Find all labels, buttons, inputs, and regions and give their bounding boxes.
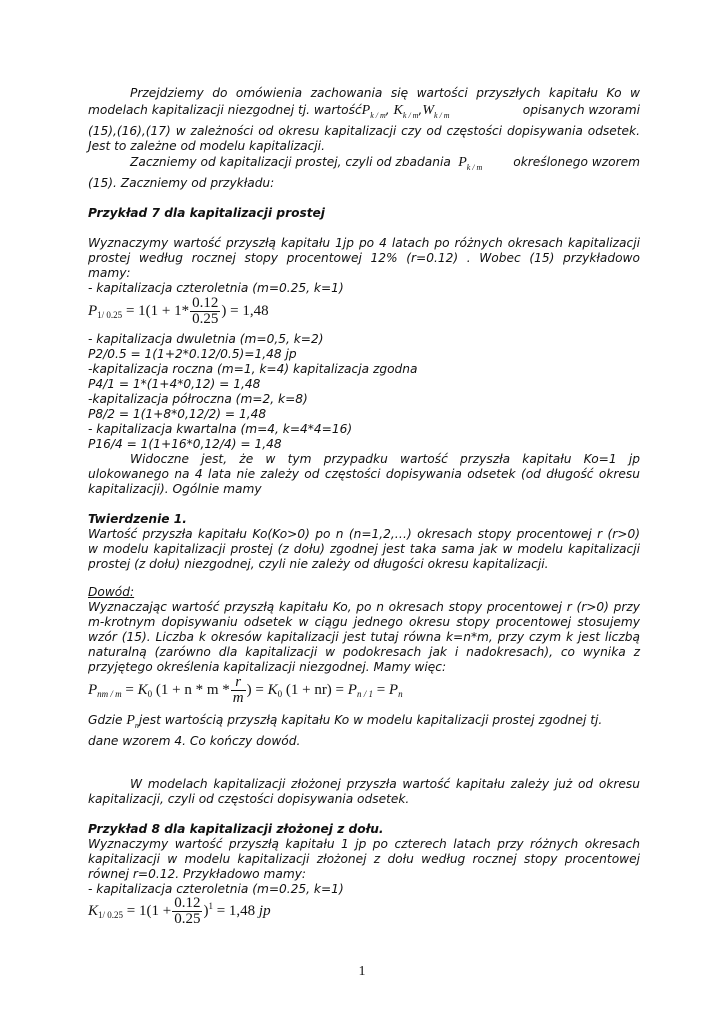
ex7-line-8: P4/1 = 1*(1+4*0,12) = 1,48: [88, 377, 261, 391]
ex8-line-3: równej r=0.12. Przykładowo mamy:: [88, 867, 307, 881]
compound-line-2: kapitalizacji, czyli od częstości dopisywania odsetek.: [88, 792, 410, 806]
symbol-W-km: $W_{k / m}$: [422, 103, 450, 120]
intro-line-2: modelach kapitalizacji niezgodnej tj. wartośćP$_{k / m}$, $K_{k / m},W_{k / m}$ opisanych wzorami: [88, 103, 640, 120]
intro-line-5: Zaczniemy od kapitalizacji prostej, czyli od zbadania $P_{k / m}$ określonego wzorem: [130, 155, 640, 172]
ex7-line-10: P8/2 = 1(1+8*0,12/2) = 1,48: [88, 407, 267, 421]
intro-line-2-end: opisanych wzorami: [522, 103, 640, 117]
ex7-line-3: mamy:: [88, 266, 131, 280]
ex8-line-4: - kapitalizacja czteroletnia (m=0.25, k=1): [88, 882, 344, 896]
proof-line-4: naturalną (zarówno dla kapitalizacji w podokresach jak i nadokresach), co wynika z: [88, 645, 640, 659]
ex7-line-12: P16/4 = 1(1+16*0,12/4) = 1,48: [88, 437, 282, 451]
ex7-line-5: - kapitalizacja dwuletnia (m=0,5, k=2): [88, 332, 324, 346]
formula-proof: $P_{nm / m} = K_0$ (1 + n * m * $\frac{r}{m}$ ) = $K_0$ $(1 + nr) = P_{n / 1} = P_n$: [88, 674, 403, 706]
ex8-line-2: kapitalizacji w modelu kapitalizacji złożonej z dołu według rocznej stopy procentowej: [88, 852, 640, 866]
ex7-line-4: - kapitalizacja czteroletnia (m=0.25, k=1): [88, 281, 344, 295]
proof-line-end: dane wzorem 4. Co kończy dowód.: [88, 734, 301, 748]
intro-line-2-text: modelach kapitalizacji niezgodnej tj. wartość: [88, 103, 362, 117]
example-8-heading: Przykład 8 dla kapitalizacji złożonej z dołu.: [88, 822, 384, 836]
theorem-line-3: prostej (z dołu) niezgodnej, czyli nie zależy od długości okresu kapitalizacji.: [88, 557, 549, 571]
ex8-line-1: Wyznaczymy wartość przyszłą kapitału 1 jp po czterech latach przy różnych okresach: [88, 837, 640, 851]
symbol-K-km: $K_{k / m}$: [393, 103, 419, 120]
ex7-line-6: P2/0.5 = 1(1+2*0.12/0.5)=1,48 jp: [88, 347, 297, 361]
formula-k-1-025: $K_{1/ 0.25} = 1(1$ + $\frac{0.12}{0.25}$ )$^1$ = 1,48 jp: [88, 895, 271, 927]
intro-line-3: (15),(16),(17) w zależności od okresu kapitalizacji czy od częstości dopisywania odsetek.: [88, 124, 640, 138]
symbol-P-km: $P_{k / m}$: [361, 103, 386, 120]
ex7-line-9: -kapitalizacja półroczna (m=2, k=8): [88, 392, 308, 406]
ex7-line-13: Widoczne jest, że w tym przypadku wartość przyszła kapitału Ko=1 jp: [130, 452, 640, 466]
theorem-line-1: Wartość przyszła kapitału Ko(Ko>0) po n (n=1,2,…) okresach stopy procentowej r (r>0): [88, 527, 640, 541]
theorem-line-2: w modelu kapitalizacji prostej (z dołu) zgodnej jest taka sama jak w modelu kapitalizacji: [88, 542, 640, 556]
ex7-line-7: -kapitalizacja roczna (m=1, k=4) kapitalizacja zgodna: [88, 362, 418, 376]
intro-line-1: Przejdziemy do omówienia zachowania się wartości przyszłych kapitału Ko w: [130, 86, 640, 100]
proof-line-5: przyjętego określenia kapitalizacji niezgodnej. Mamy więc:: [88, 660, 447, 674]
compound-line-1: W modelach kapitalizacji złożonej przyszła wartość kapitału zależy już od okresu: [130, 777, 640, 791]
ex7-line-1: Wyznaczymy wartość przyszłą kapitału 1jp po 4 latach po różnych okresach kapitalizacji: [88, 236, 640, 250]
proof-where-line: Gdzie $P_njest$ wartością przyszłą kapitału Ko w modelu kapitalizacji prostej zgodnej tj.: [88, 713, 603, 730]
intro-line-4: Jest to zależne od modelu kapitalizacji.: [88, 139, 325, 153]
ex7-line-11: - kapitalizacja kwartalna (m=4, k=4*4=16): [88, 422, 353, 436]
theorem-heading: Twierdzenie 1.: [88, 512, 187, 526]
proof-line-1: Wyznaczając wartość przyszłą kapitału Ko, po n okresach stopy procentowej r (r>0) przy: [88, 600, 640, 614]
ex7-line-14: ulokowanego na 4 lata nie zależy od częstości dopisywania odsetek (od długość okresu: [88, 467, 640, 481]
symbol-Pn: $P_n$: [126, 713, 139, 730]
proof-heading: Dowód:: [88, 585, 135, 599]
proof-line-2: m-krotnym dopisywaniu odsetek w ciągu jednego okresu stopy procentowej stosujemy: [88, 615, 640, 629]
ex7-line-15: kapitalizacji). Ogólnie mamy: [88, 482, 262, 496]
formula-p-1-025: $P_{1/ 0.25} = 1(1 + 1*$ $\frac{0.12}{0.25}$ ) = 1,48: [88, 295, 269, 327]
page-number: 1: [358, 964, 366, 979]
symbol-P-km-2: $P_{k / m}$: [458, 155, 483, 172]
intro-line-6: (15). Zaczniemy od przykładu:: [88, 176, 275, 190]
proof-line-3: wzór (15). Liczba k okresów kapitalizacji jest tutaj równa k=n*m, przy czym k jest liczbą: [88, 630, 640, 644]
example-7-heading: Przykład 7 dla kapitalizacji prostej: [88, 206, 325, 220]
ex7-line-2: prostej według rocznej stopy procentowej 12% (r=0.12) . Wobec (15) przykładowo: [88, 251, 640, 265]
